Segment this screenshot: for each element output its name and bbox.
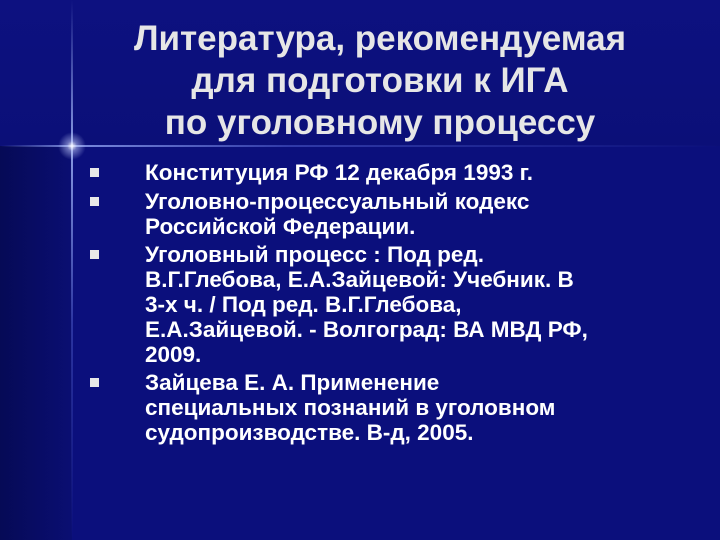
list-item-line: 2009. bbox=[145, 342, 202, 367]
list-item-line: судопроизводстве. В-д, 2005. bbox=[145, 420, 474, 445]
list-item bbox=[90, 189, 710, 239]
title-line: Литература, рекомендуемая bbox=[133, 19, 627, 58]
list-item bbox=[90, 242, 710, 367]
list-item bbox=[90, 370, 710, 445]
square-bullet-icon bbox=[90, 168, 99, 177]
list-item-line: Уголовно-процессуальный кодекс bbox=[145, 189, 530, 214]
list-item-line: Е.А.Зайцевой. - Волгоград: ВА МВД РФ, bbox=[145, 317, 588, 342]
list-item-line: специальных познаний в уголовном bbox=[145, 395, 556, 420]
list-item bbox=[90, 160, 710, 185]
title-line: для подготовки к ИГА bbox=[191, 61, 569, 100]
reference-list bbox=[90, 160, 710, 445]
list-item-line: Уголовный процесс : Под ред. bbox=[145, 242, 484, 267]
list-item-line: Российской Федерации. bbox=[145, 214, 416, 239]
title-line: по уголовному процессу bbox=[164, 103, 596, 142]
square-bullet-icon bbox=[90, 250, 99, 259]
list-item-line: Зайцева Е. А. Применение bbox=[145, 370, 440, 395]
list-item-line: 3-х ч. / Под ред. В.Г.Глебова, bbox=[145, 292, 462, 317]
list-item-line: Конституция РФ 12 декабря 1993 г. bbox=[145, 160, 533, 185]
slide-title bbox=[80, 18, 680, 144]
vertical-decor-line bbox=[71, 0, 73, 540]
square-bullet-icon bbox=[90, 197, 99, 206]
list-item-line: В.Г.Глебова, Е.А.Зайцевой: Учебник. В bbox=[145, 267, 574, 292]
horizontal-decor-line bbox=[0, 145, 720, 147]
square-bullet-icon bbox=[90, 378, 99, 387]
